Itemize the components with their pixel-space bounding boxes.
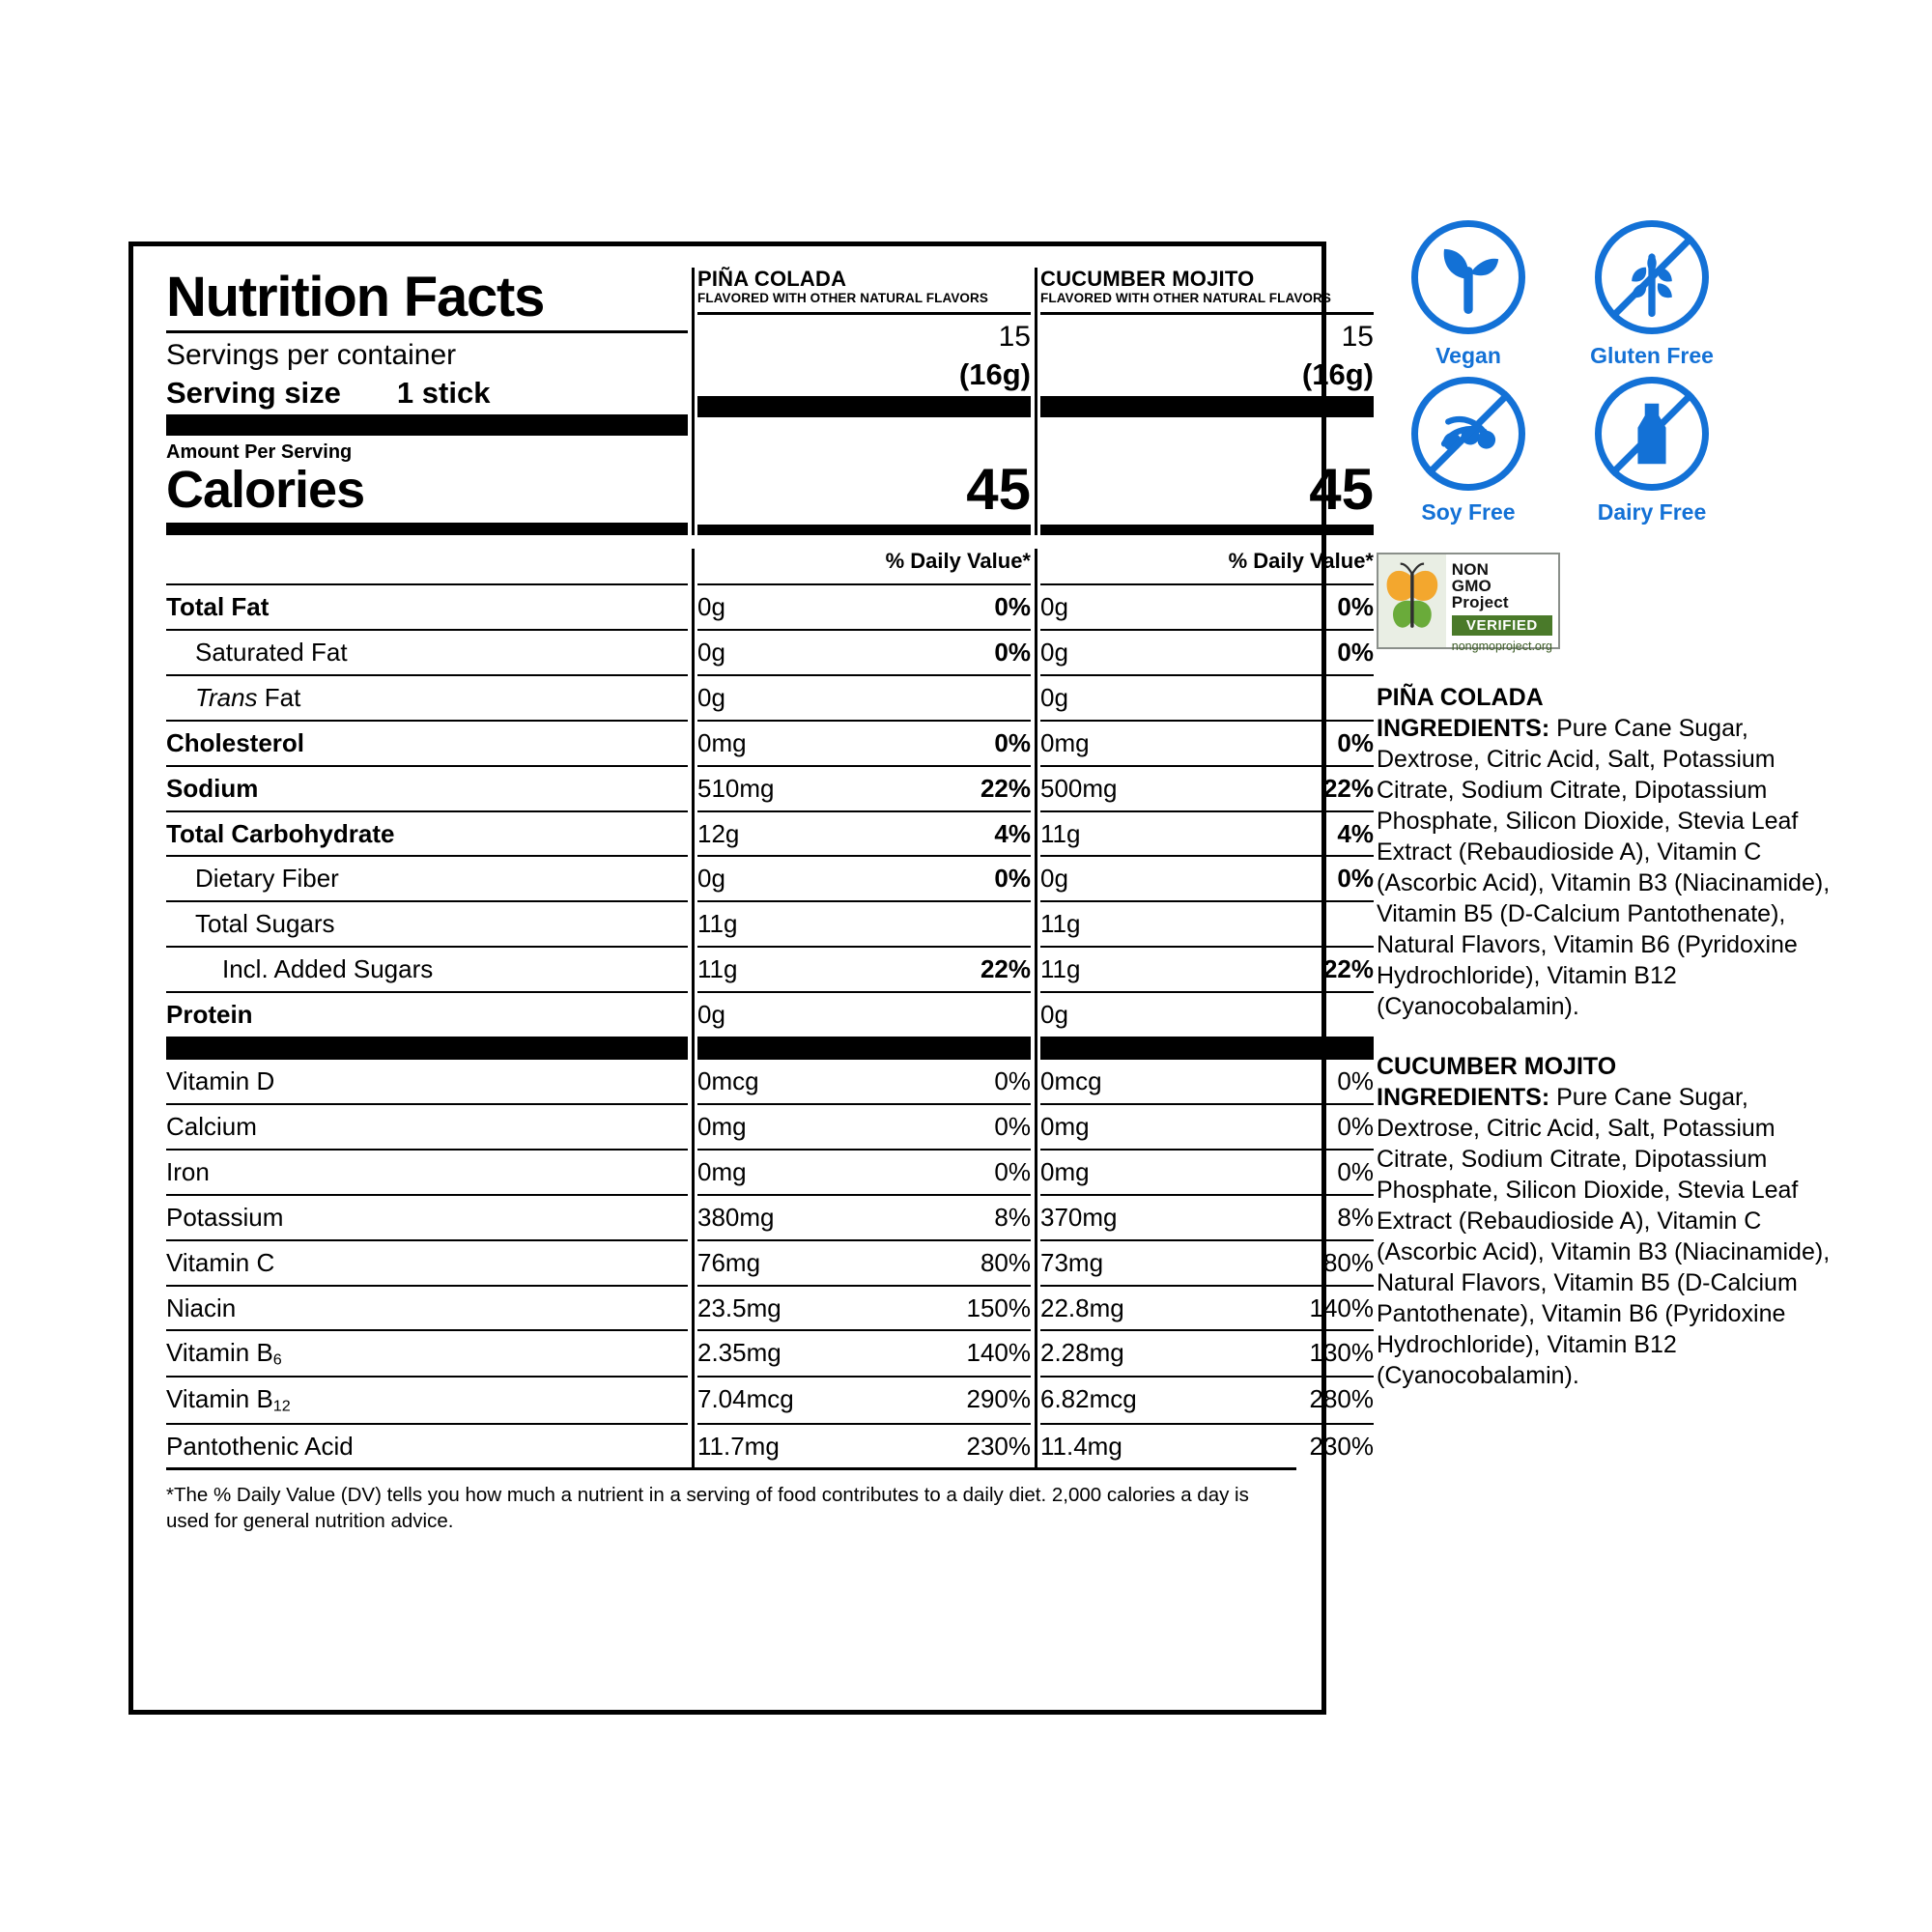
nutrient-values [697, 1331, 1031, 1378]
nutrient-daily-value: 0% [1337, 1156, 1374, 1186]
nutrient-label: Total Sugars [166, 902, 688, 948]
nutrient-amount: 0mg [697, 1156, 747, 1186]
nutrient-rows [166, 585, 1374, 1038]
nutrient-daily-value: 8% [1337, 1202, 1374, 1232]
nutrient-daily-value: 0% [1337, 1111, 1374, 1141]
non-gmo-verified-badge: VERIFIED [1452, 615, 1552, 636]
nutrient-daily-value: 0% [994, 864, 1031, 894]
serving-size-label: Serving size [166, 376, 341, 411]
nutrient-values [1040, 1241, 1374, 1287]
servings-per-container-label: Servings per container [166, 339, 457, 372]
nutrient-amount: 11g [697, 909, 738, 939]
nutrient-daily-value: 22% [980, 954, 1031, 984]
nutrient-values [1040, 585, 1374, 631]
nutrient-values [1040, 1331, 1374, 1378]
nutrient-amount: 2.35mg [697, 1338, 781, 1368]
badge-label: Soy Free [1421, 499, 1516, 525]
non-gmo-line1: NON [1451, 560, 1490, 579]
wheat-icon [1595, 220, 1709, 334]
nutrient-amount: 0g [697, 1000, 725, 1030]
nutrient-values [1040, 1425, 1374, 1468]
nutrient-amount: 0g [697, 638, 725, 668]
calories-value: 45 [1309, 457, 1374, 523]
nutrient-daily-value: 0% [994, 1111, 1031, 1141]
nutrient-values [697, 1378, 1031, 1424]
nutrient-values [697, 902, 1031, 948]
nutrition-facts-panel [128, 242, 1374, 1715]
nutrient-amount: 0g [1040, 1000, 1068, 1030]
serving-size-grams: (16g) [958, 356, 1031, 391]
nutrient-daily-value: 0% [1337, 638, 1374, 668]
nutrient-daily-value: 0% [994, 592, 1031, 622]
nutrient-values [697, 676, 1031, 722]
nutrient-amount: 11g [1040, 909, 1081, 939]
nutrient-daily-value: 4% [994, 818, 1031, 848]
nutrient-values [1040, 1060, 1374, 1105]
nutrient-values [1040, 767, 1374, 812]
badge-vegan [1377, 220, 1560, 369]
badge-label: Gluten Free [1590, 343, 1714, 368]
nutrient-label: Trans Fat [166, 676, 688, 722]
nutrient-label: Incl. Added Sugars [166, 948, 688, 993]
ingredients-cucumber-mojito [1377, 1051, 1831, 1391]
nutrient-amount: 0mcg [697, 1066, 759, 1096]
nutrient-values [1040, 902, 1374, 948]
nutrient-daily-value: 140% [966, 1338, 1031, 1368]
serving-size-grams: (16g) [1301, 356, 1374, 391]
leaf-icon [1411, 220, 1525, 334]
nutrient-values [697, 857, 1031, 902]
nutrient-amount: 500mg [1040, 773, 1118, 803]
nutrient-label: Sodium [166, 767, 688, 812]
nutrient-values [697, 767, 1031, 812]
nutrient-amount: 2.28mg [1040, 1338, 1124, 1368]
nutrient-values [1040, 993, 1374, 1038]
right-rail [1377, 220, 1831, 1391]
nutrient-daily-value: 22% [1322, 773, 1374, 803]
column-pina-colada-header [697, 268, 1031, 436]
nutrient-values [1040, 676, 1374, 722]
nutrient-label: Total Carbohydrate [166, 812, 688, 858]
badge-dairy-free [1560, 377, 1744, 526]
nutrient-values [697, 1196, 1031, 1241]
nutrient-values [697, 1060, 1031, 1105]
nutrient-values [697, 1151, 1031, 1196]
nutrient-daily-value: 0% [1337, 592, 1374, 622]
nutrient-label: Saturated Fat [166, 631, 688, 676]
daily-value-header: % Daily Value* [697, 549, 1031, 585]
vitamin-label: Niacin [166, 1287, 688, 1332]
nf-calories [166, 436, 1374, 535]
badge-soy-free [1377, 377, 1560, 526]
nutrient-values [697, 1425, 1031, 1468]
nutrient-amount: 11g [1040, 818, 1081, 848]
badge-gluten-free [1560, 220, 1744, 369]
ingredients-heading: CUCUMBER MOJITO [1377, 1053, 1617, 1080]
nutrient-label: Dietary Fiber [166, 857, 688, 902]
nutrient-daily-value: 0% [1337, 727, 1374, 757]
vitamin-rows [166, 1060, 1374, 1467]
nutrient-values [1040, 812, 1374, 858]
nutrient-amount: 510mg [697, 773, 775, 803]
nutrient-values [1040, 1378, 1374, 1424]
nutrient-amount: 11g [1040, 954, 1081, 984]
milk-bottle-icon [1595, 377, 1709, 491]
non-gmo-project-verified-seal [1377, 553, 1560, 653]
nutrient-daily-value: 230% [966, 1431, 1031, 1461]
servings-per-container-value: 15 [1341, 321, 1374, 354]
nutrient-amount: 7.04mcg [697, 1384, 794, 1414]
nutrient-values [697, 948, 1031, 993]
nutrient-amount: 76mg [697, 1247, 761, 1277]
nutrient-amount: 73mg [1040, 1247, 1104, 1277]
nutrient-label: Cholesterol [166, 722, 688, 767]
non-gmo-url: nongmoproject.org [1451, 639, 1552, 653]
nutrient-daily-value: 0% [994, 1066, 1031, 1096]
nutrient-daily-value: 80% [1322, 1247, 1374, 1277]
nutrient-daily-value: 0% [1337, 864, 1374, 894]
ingredients-label: INGREDIENTS: [1377, 715, 1550, 742]
nutrient-amount: 0mg [1040, 1156, 1090, 1186]
nutrient-amount: 0mg [697, 1111, 747, 1141]
calories-value: 45 [966, 457, 1031, 523]
vitamin-label: Iron [166, 1151, 688, 1196]
nutrient-daily-value: 0% [1337, 1066, 1374, 1096]
nutrient-amount: 11.4mg [1040, 1431, 1122, 1461]
nf-header [166, 266, 1374, 436]
nutrient-values [1040, 857, 1374, 902]
badge-label: Vegan [1435, 343, 1501, 368]
header-divider-bar [166, 414, 688, 436]
page-title: Nutrition Facts [166, 266, 545, 328]
nutrient-daily-value: 280% [1309, 1384, 1374, 1414]
nutrient-amount: 380mg [697, 1202, 775, 1232]
nf-dv-header [166, 549, 1374, 585]
flavor-subtitle: FLAVORED WITH OTHER NATURAL FLAVORS [1040, 291, 1331, 306]
ingredients-list: Pure Cane Sugar, Dextrose, Citric Acid, Salt, Potassium Citrate, Sodium Citrate, Dipotassium Phosphate, Silicon Dioxide, Stevia Leaf Extract (Rebaudioside A), Vitamin C (Ascorbic Acid), Vitamin B3 (Niacinamide), Natural Flavors, Vitamin B5 (D-Calcium Pantothenate), Vitamin B6 (Pyridoxine Hydrochloride), Vitamin B12 (Cyanocobalamin). [1377, 1084, 1831, 1389]
nutrient-values [1040, 1287, 1374, 1332]
vitamin-label: Vitamin $B_{12}$ [166, 1378, 688, 1424]
nutrient-daily-value: 22% [980, 773, 1031, 803]
nutrient-values [697, 585, 1031, 631]
nutrient-values [1040, 722, 1374, 767]
daily-value-header: % Daily Value* [1040, 549, 1374, 585]
nutrient-daily-value: 0% [994, 1156, 1031, 1186]
nutrient-daily-value: 0% [994, 727, 1031, 757]
ingredients-list: Pure Cane Sugar, Dextrose, Citric Acid, Salt, Potassium Citrate, Sodium Citrate, Dipotassium Phosphate, Silicon Dioxide, Stevia Leaf Extract (Rebaudioside A), Vitamin C (Ascorbic Acid), Vitamin B3 (Niacinamide), Vitamin B5 (D-Calcium Pantothenate), Natural Flavors, Vitamin B6 (Pyridoxine Hydrochloride), Vitamin B12 (Cyanocobalamin). [1377, 715, 1831, 1020]
ingredients-body [1377, 1082, 1831, 1391]
daily-value-footnote: *The % Daily Value (DV) tells you how much a nutrient in a serving of food contributes to a daily diet. 2,000 calories a day is used for general nutrition advice. [166, 1484, 1249, 1533]
nutrient-values [1040, 1196, 1374, 1241]
nutrient-amount: 0mg [1040, 727, 1090, 757]
certification-badges [1377, 220, 1831, 526]
nutrient-amount: 0mcg [1040, 1066, 1102, 1096]
nutrient-amount: 11g [697, 954, 738, 984]
nutrient-daily-value: 290% [966, 1384, 1031, 1414]
nutrient-values [697, 812, 1031, 858]
vitamin-label: Calcium [166, 1105, 688, 1151]
serving-size-row [166, 374, 688, 414]
non-gmo-line2: GMO [1451, 577, 1492, 595]
nutrient-amount: 11.7mg [697, 1431, 780, 1461]
nutrient-label: Protein [166, 993, 688, 1038]
vitamin-label: Vitamin D [166, 1060, 688, 1105]
flavor-name: PIÑA COLADA [697, 267, 847, 291]
ingredients-label: INGREDIENTS: [1377, 1084, 1550, 1111]
nutrient-amount: 0g [697, 864, 725, 894]
nutrient-label: Total Fat [166, 585, 688, 631]
protein-divider [166, 1038, 1296, 1060]
nutrient-values [1040, 1105, 1374, 1151]
nutrient-amount: 22.8mg [1040, 1293, 1124, 1322]
nutrient-values [697, 993, 1031, 1038]
ingredients-body [1377, 713, 1831, 1022]
vitamin-label: Pantothenic Acid [166, 1431, 354, 1461]
flavor-subtitle: FLAVORED WITH OTHER NATURAL FLAVORS [697, 291, 988, 306]
ingredients-heading: PIÑA COLADA [1377, 684, 1544, 711]
nutrient-daily-value: 8% [994, 1202, 1031, 1232]
nutrient-amount: 0g [697, 682, 725, 712]
nutrient-daily-value: 230% [1309, 1431, 1374, 1461]
nutrient-amount: 0g [1040, 682, 1068, 712]
nutrient-values [697, 1105, 1031, 1151]
calories-label: Calories [166, 461, 365, 520]
nutrient-daily-value: 80% [980, 1247, 1031, 1277]
vitamin-label: Potassium [166, 1196, 688, 1241]
servings-per-container-value: 15 [998, 321, 1031, 354]
nutrient-amount: 23.5mg [697, 1293, 781, 1322]
nutrient-daily-value: 140% [1309, 1293, 1374, 1322]
nutrient-values [697, 631, 1031, 676]
soybean-icon [1411, 377, 1525, 491]
nutrient-values [697, 1287, 1031, 1332]
nutrient-daily-value: 4% [1337, 818, 1374, 848]
nutrient-amount: 0mg [1040, 1111, 1090, 1141]
nutrient-amount: 370mg [1040, 1202, 1118, 1232]
ingredients-pina-colada [1377, 682, 1831, 1022]
nutrient-values [697, 722, 1031, 767]
nutrient-daily-value: 0% [994, 638, 1031, 668]
badge-label: Dairy Free [1597, 499, 1707, 525]
nutrient-amount: 12g [697, 818, 740, 848]
nutrient-amount: 0g [1040, 864, 1068, 894]
nutrient-values [1040, 1151, 1374, 1196]
nutrient-amount: 6.82mcg [1040, 1384, 1137, 1414]
butterfly-icon [1378, 554, 1446, 647]
nutrient-amount: 0g [1040, 638, 1068, 668]
vitamin-label: Vitamin C [166, 1241, 688, 1287]
nutrient-daily-value: 130% [1309, 1338, 1374, 1368]
nutrient-daily-value: 22% [1322, 954, 1374, 984]
nutrient-values [697, 1241, 1031, 1287]
flavor-name: CUCUMBER MOJITO [1040, 267, 1255, 291]
nutrient-values [1040, 948, 1374, 993]
serving-size-value: 1 stick [396, 376, 491, 411]
vitamin-label: Vitamin $B_6$ [166, 1331, 688, 1378]
nutrient-amount: 0g [1040, 592, 1068, 622]
nutrient-values [1040, 631, 1374, 676]
amount-per-serving-label: Amount Per Serving [166, 441, 353, 464]
nutrient-amount: 0g [697, 592, 725, 622]
nutrient-amount: 0mg [697, 727, 747, 757]
nutrient-daily-value: 150% [966, 1293, 1031, 1322]
non-gmo-line3: Project [1451, 593, 1509, 611]
column-cucumber-mojito-header [1040, 268, 1374, 436]
